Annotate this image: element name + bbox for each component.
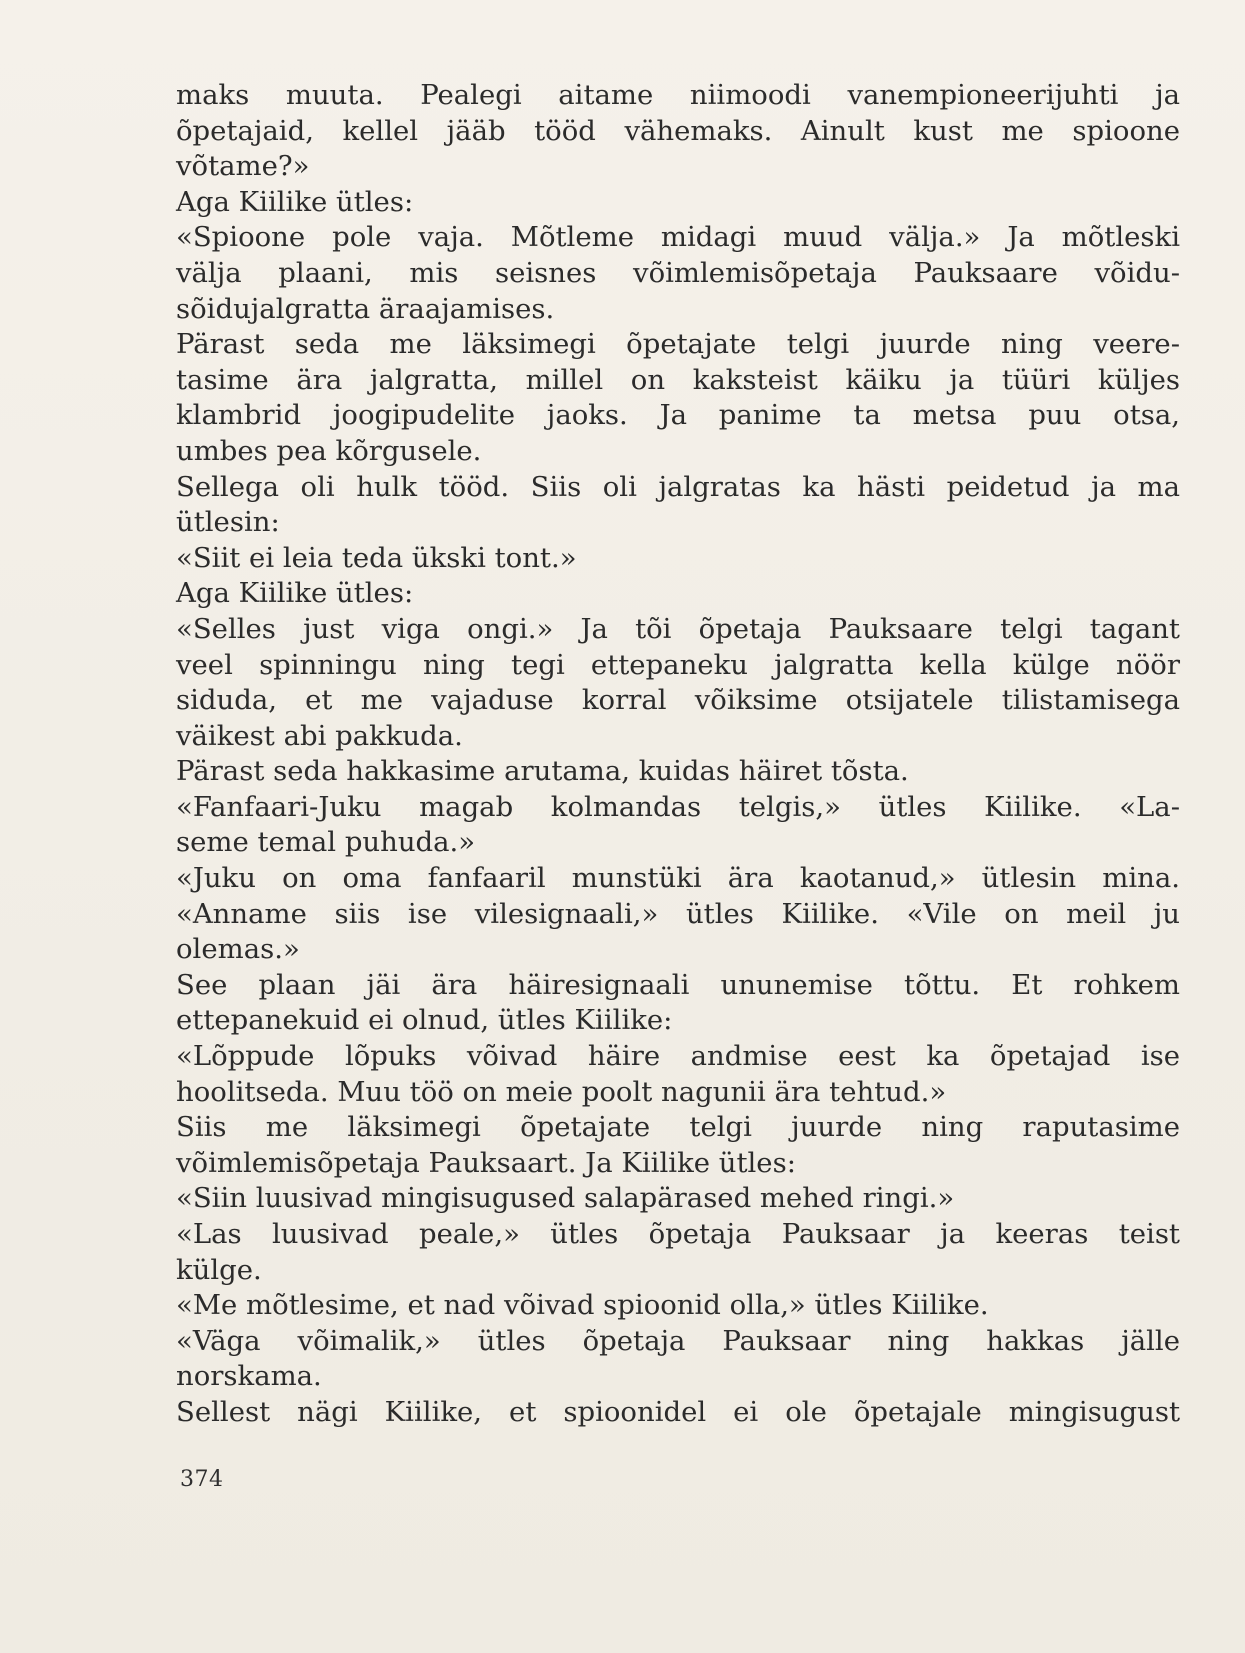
text-line: «Juku on oma fanfaaril munstüki ära kaotanud,» ütlesin mina. [176,862,1180,895]
text-line: «Selles just viga ongi.» Ja tõi õpetaja Pauksaare telgi tagant [176,612,1180,645]
text-line: võimlemisõpetaja Pauksaart. Ja Kiilike ütles: [176,1146,796,1179]
text-line: välja plaani, mis seisnes võimlemisõpetaja Pauksaare võidu- [176,256,1180,289]
text-line: olemas.» [176,933,300,966]
text-line: umbes pea kõrgusele. [176,434,482,467]
text-line: «Spioone pole vaja. Mõtleme midagi muud välja.» Ja mõtleski [176,221,1180,254]
text-line: tasime ära jalgratta, millel on kaksteist käiku ja tüüri küljes [176,363,1180,396]
body-text [176,78,1180,1431]
page-number: 374 [180,1467,224,1492]
text-line: Sellest nägi Kiilike, et spioonidel ei ole õpetajale mingisugust [176,1395,1180,1428]
text-line: Aga Kiilike ütles: [176,185,414,218]
text-line: See plaan jäi ära häiresignaali ununemise tõttu. Et rohkem [176,968,1180,1001]
text-line: norskama. [176,1360,322,1393]
text-line: seme temal puhuda.» [176,826,476,859]
text-line: siduda, et me vajaduse korral võiksime otsijatele tilistamisega [176,684,1180,717]
text-line: võtame?» [176,150,310,183]
text-line: «Siin luusivad mingisugused salapärased mehed ringi.» [176,1182,955,1215]
text-line: ütlesin: [176,506,280,539]
text-line: «Fanfaari-Juku magab kolmandas telgis,» ütles Kiilike. «La- [176,790,1180,823]
text-line: sõidujalgratta äraajamises. [176,292,555,325]
text-line: hoolitseda. Muu töö on meie poolt nagunii ära tehtud.» [176,1075,947,1108]
text-line: «Väga võimalik,» ütles õpetaja Pauksaar ning hakkas jälle [176,1324,1180,1357]
text-line: «Las luusivad peale,» ütles õpetaja Pauksaar ja keeras teist [176,1218,1180,1250]
text-line: «Me mõtlesime, et nad võivad spioonid olla,» ütles Kiilike. [176,1289,989,1322]
text-line: klambrid joogipudelite jaoks. Ja panime ta metsa puu otsa, [176,399,1180,432]
text-line: Aga Kiilike ütles: [176,577,414,610]
text-line: ettepanekuid ei olnud, ütles Kiilike: [176,1004,673,1037]
text-line: õpetajaid, kellel jääb tööd vähemaks. Ainult kust me spioone [176,114,1180,147]
text-line: Sellega oli hulk tööd. Siis oli jalgratas ka hästi peidetud ja ma [176,470,1180,503]
text-line: maks muuta. Pealegi aitame niimoodi vanempioneerijuhti ja [176,79,1180,111]
text-line: «Siit ei leia teda ükski tont.» [176,541,577,574]
text-line: Pärast seda hakkasime arutama, kuidas häiret tõsta. [176,755,909,788]
text-line: Pärast seda me läksimegi õpetajate telgi juurde ning veere- [176,328,1180,361]
text-line: väikest abi pakkuda. [176,719,463,752]
text-line: veel spinningu ning tegi ettepaneku jalgratta kella külge nöör [176,648,1180,681]
text-line: Siis me läksimegi õpetajate telgi juurde ning raputasime [176,1111,1180,1144]
text-line: külge. [176,1253,262,1286]
text-line: «Lõppude lõpuks võivad häire andmise eest ka õpetajad ise [176,1040,1180,1073]
text-line: «Anname siis ise vilesignaali,» ütles Kiilike. «Vile on meil ju [176,897,1180,930]
